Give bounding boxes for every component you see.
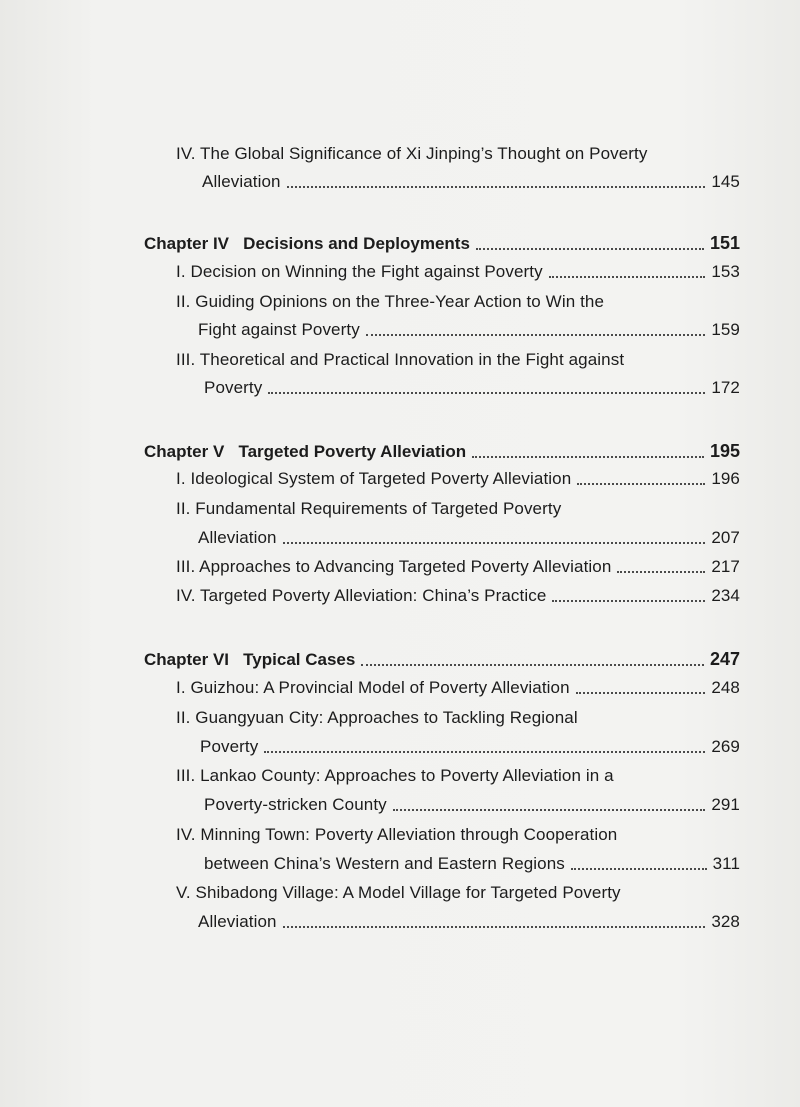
toc-entry	[198, 320, 740, 340]
chapter-title: Chapter IV Decisions and Deployments	[144, 234, 470, 253]
toc-entry-line: V. Shibadong Village: A Model Village for Targeted Poverty	[176, 883, 621, 902]
toc-entry-title: Fight against Poverty	[198, 320, 360, 339]
toc-entry	[176, 262, 740, 282]
page-number: 269	[711, 737, 740, 756]
toc-entry	[176, 586, 740, 606]
toc-entry-title: I. Ideological System of Targeted Poverty Alleviation	[176, 469, 572, 488]
toc-entry-line: II. Fundamental Requirements of Targeted Poverty	[176, 499, 562, 518]
page-number: 151	[709, 233, 740, 253]
page-number: 248	[711, 678, 740, 697]
chapter-heading	[144, 233, 740, 254]
page-number: 311	[712, 854, 740, 873]
toc-entry-title: Poverty	[200, 737, 259, 756]
leader-dots	[287, 186, 706, 188]
page-number: 195	[709, 441, 740, 461]
leader-dots	[393, 809, 706, 811]
toc-entry	[176, 678, 740, 698]
page-number: 172	[711, 378, 740, 397]
toc-entry-title: Poverty-stricken County	[204, 795, 387, 814]
toc-entry-title: Alleviation	[198, 528, 277, 547]
leader-dots	[571, 868, 707, 870]
chapter-title: Chapter VI Typical Cases	[144, 650, 356, 669]
page-number: 247	[709, 649, 740, 669]
toc-entry	[204, 795, 740, 815]
page-number: 234	[711, 586, 740, 605]
toc-entry	[198, 528, 740, 548]
chapter-title: Chapter V Targeted Poverty Alleviation	[144, 442, 467, 461]
toc-entry-line: IV. The Global Significance of Xi Jinping’s Thought on Poverty	[176, 144, 648, 163]
toc-entry-title: I. Guizhou: A Provincial Model of Poverty Alleviation	[176, 678, 570, 697]
page-number: 145	[711, 172, 740, 191]
toc-entry	[198, 912, 740, 932]
chapter-heading	[144, 441, 740, 462]
toc-entry-line: II. Guangyuan City: Approaches to Tackling Regional	[176, 708, 578, 727]
toc-entry-title: between China’s Western and Eastern Regions	[204, 854, 565, 873]
toc-entry-title: Alleviation	[202, 172, 281, 191]
toc-entry-line: II. Guiding Opinions on the Three-Year Action to Win the	[176, 292, 605, 311]
leader-dots	[264, 751, 705, 753]
toc-entry	[202, 172, 740, 192]
toc-entry	[176, 469, 740, 489]
page-number: 328	[711, 912, 740, 931]
toc-entry-title: IV. Targeted Poverty Alleviation: China’s Practice	[176, 586, 547, 605]
toc-entry-line: III. Theoretical and Practical Innovation in the Fight against	[176, 350, 625, 369]
toc-entry-line: IV. Minning Town: Poverty Alleviation through Cooperation	[176, 825, 618, 844]
leader-dots	[268, 392, 705, 394]
toc-entry	[200, 737, 740, 757]
toc-entry	[176, 557, 740, 577]
leader-dots	[472, 456, 704, 458]
leader-dots	[577, 483, 705, 485]
leader-dots	[549, 276, 706, 278]
toc-entry-title: III. Approaches to Advancing Targeted Poverty Alleviation	[176, 557, 612, 576]
toc-entry-title: Poverty	[204, 378, 263, 397]
leader-dots	[361, 664, 704, 666]
leader-dots	[576, 692, 706, 694]
toc-entry	[204, 854, 740, 874]
toc-entry	[204, 378, 740, 398]
leader-dots	[283, 542, 706, 544]
toc-entry-line: III. Lankao County: Approaches to Poverty Alleviation in a	[176, 766, 614, 785]
leader-dots	[366, 334, 706, 336]
chapter-heading	[144, 649, 740, 670]
page-number: 196	[711, 469, 740, 488]
leader-dots	[617, 571, 705, 573]
toc-entry-title: Alleviation	[198, 912, 277, 931]
page-number: 159	[711, 320, 740, 339]
leader-dots	[476, 248, 704, 250]
page-number: 291	[711, 795, 740, 814]
toc-entry-title: I. Decision on Winning the Fight against Poverty	[176, 262, 543, 281]
page-number: 217	[711, 557, 740, 576]
page-number: 153	[711, 262, 740, 281]
leader-dots	[283, 926, 706, 928]
leader-dots	[552, 600, 705, 602]
page-number: 207	[711, 528, 740, 547]
